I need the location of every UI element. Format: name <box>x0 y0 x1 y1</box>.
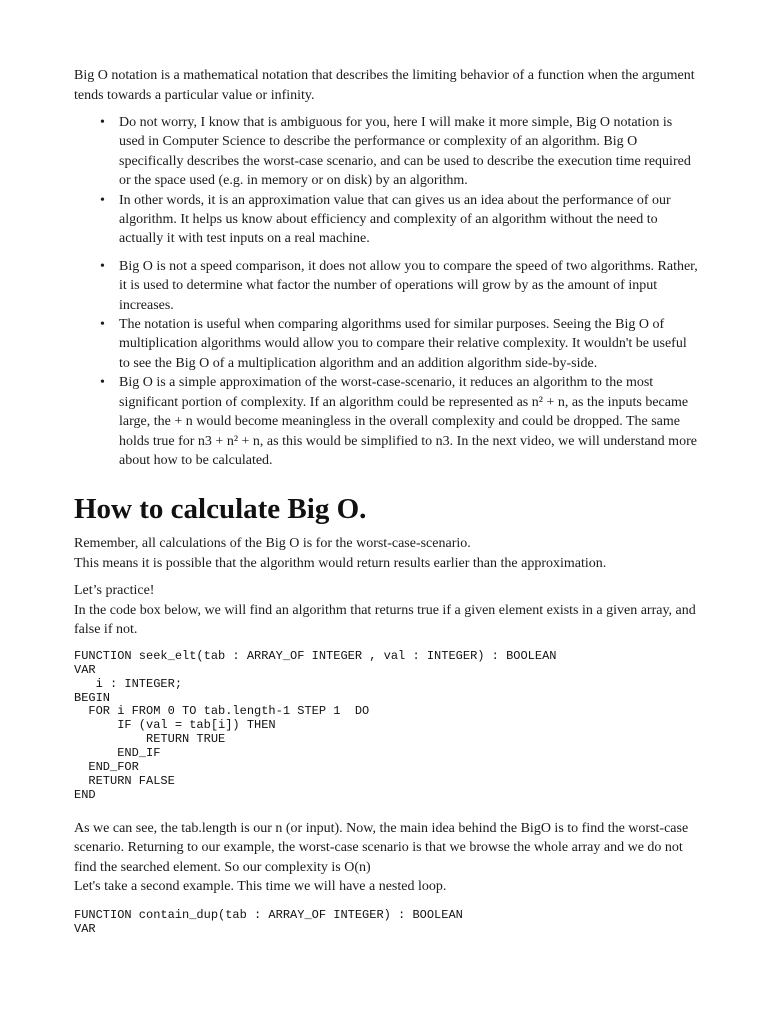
list-item <box>74 113 698 191</box>
list-item-text: Do not worry, I know that is ambiguous for you, here I will make it more simple, Big O notation is used in Computer Science to describe the performance or complexity of an algorithm. Big O specifically describes the worst-case scenario, and can be used to describe the execution time required or the space used (e.g. in memory or on disk) by an algorithm. <box>119 115 691 189</box>
list-item-text: Big O is a simple approximation of the worst-case-scenario, it reduces an algorithm to the most significant portion of complexity. If an algorithm could be represented as n² + n, as the inputs became large, the + n would become meaningless in the overall complexity and could be dropped. The same holds true for n3 + n² + n, as this would be simplified to n3. In the next video, we will understand more about how to be calculated. <box>119 375 697 468</box>
bullet-icon: • <box>100 317 105 333</box>
list-item-text: The notation is useful when comparing algorithms used for similar purposes. Seeing the Big O of multiplication algorithms would allow you to compare their relative complexity. It wouldn't be useful to see the Big O of a multiplication algorithm and an addition algorithm side-by-side. <box>119 317 687 371</box>
bullet-icon: • <box>100 115 105 130</box>
remember-line-1: Remember, all calculations of the Big O is for the worst-case-scenario. <box>74 536 471 552</box>
list-item <box>74 191 698 249</box>
bullet-list-1 <box>74 113 698 249</box>
intro-paragraph: Big O notation is a mathematical notation that describes the limiting behavior of a function when the argument tends towards a particular value or infinity. <box>74 68 695 103</box>
list-item <box>74 257 698 315</box>
analysis-paragraph: As we can see, the tab.length is our n (or input). Now, the main idea behind the BigO is to find the worst-case scenario. Returning to our example, the worst-case scenario is that we browse the whole array and we do not find the searched element. So our complexity is O(n) <box>74 820 689 875</box>
code-block-seek-elt: FUNCTION seek_elt(tab : ARRAY_OF INTEGER , val : INTEGER) : BOOLEAN VAR i : INTEGER; BEGIN FOR i FROM 0 TO tab.length-1 STEP 1 DO IF (val = tab[i]) THEN RETURN TRUE END_IF END_FOR RETURN FALSE END <box>74 648 557 802</box>
bullet-icon: • <box>100 258 105 274</box>
remember-line-2: This means it is possible that the algorithm would return results earlier than the approximation. <box>74 555 607 571</box>
list-item-text: In other words, it is an approximation value that can gives us an idea about the performance of our algorithm. It helps us know about efficiency and complexity of an algorithm without the need to actually it with test inputs on a real machine. <box>119 192 671 247</box>
practice-line-1: Let’s practice! <box>74 583 155 599</box>
list-gap <box>74 249 698 257</box>
bullet-icon: • <box>100 192 105 208</box>
list-item-text: Big O is not a speed comparison, it does not allow you to compare the speed of two algorithms. Rather, it is used to determine what factor the number of operations will grow by as the amount of input increases. <box>119 258 698 313</box>
bullet-icon: • <box>100 375 105 391</box>
bullet-list-2 <box>74 257 698 470</box>
section-heading: How to calculate Big O. <box>74 493 367 526</box>
list-item <box>74 315 698 373</box>
document-page <box>74 66 698 937</box>
list-item <box>74 373 698 470</box>
practice-line-2: In the code box below, we will find an algorithm that returns true if a given element exists in a given array, and false if not. <box>74 602 696 638</box>
second-example-line: Let's take a second example. This time we will have a nested loop. <box>74 879 447 895</box>
code-block-contain-dup: FUNCTION contain_dup(tab : ARRAY_OF INTEGER) : BOOLEAN VAR <box>74 907 463 936</box>
